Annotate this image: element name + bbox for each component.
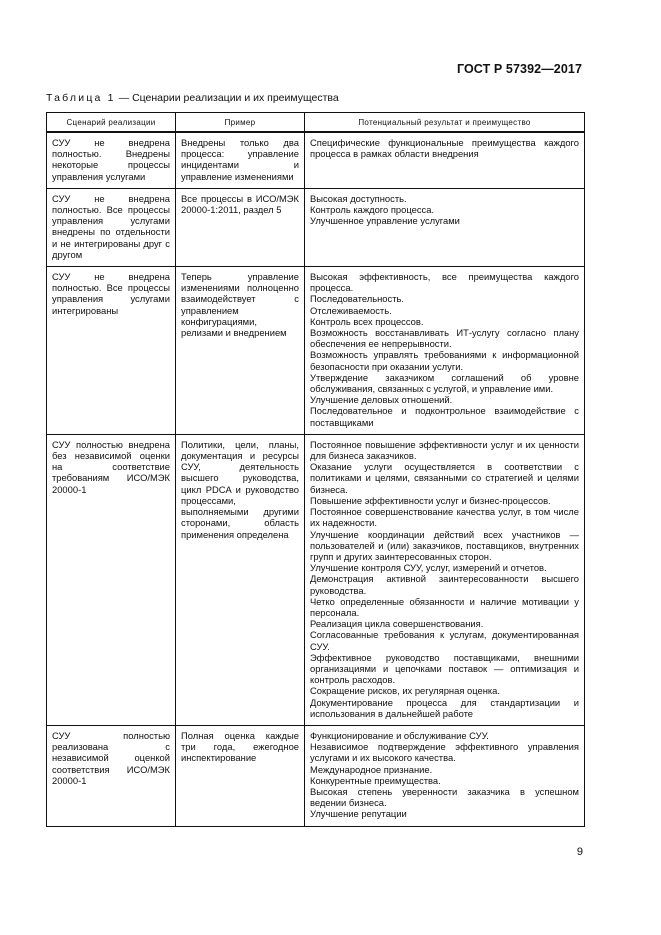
benefits-cell — [305, 434, 585, 725]
benefits-cell — [305, 267, 585, 435]
benefit-item: Согласованные требования к услугам, документированная СУУ. — [310, 629, 579, 652]
standard-code: ГОСТ Р 57392—2017 — [456, 62, 582, 76]
benefit-item: Оказание услуги осуществляется в соответствии с политиками и целями, связанными со стратегией и целями бизнеса. — [310, 461, 579, 495]
benefit-item: Документирование процесса для стандартизации и использования в дальнейшей работе — [310, 696, 579, 719]
benefit-item: Независимое подтверждение эффективного управления услугами и их высокого качества. — [310, 741, 579, 764]
table-caption-title: — Сценарии реализации и их преимущества — [115, 92, 339, 104]
example-cell: Внедрены только два процесса: управление инцидентами и управление изменениями — [176, 132, 305, 188]
table-header-row — [47, 113, 585, 133]
benefit-item: Утверждение заказчиком соглашений об уровне обслуживания, связанных с услугой, и управление ими. — [310, 371, 579, 395]
table-row — [47, 434, 585, 725]
benefits-cell — [305, 132, 585, 188]
benefit-item: Улучшение репутации — [310, 808, 407, 820]
benefit-item: Специфические функциональные преимущества каждого процесса в рамках области внедрения — [310, 137, 579, 160]
benefit-item: Возможность восстанавливать ИТ-услугу согласно плану обеспечения ее непрерывности. — [310, 327, 579, 350]
benefit-item: Последовательность. — [310, 293, 404, 305]
benefit-item: Улучшение деловых отношений. — [310, 394, 453, 406]
benefit-item: Четко определенные обязанности и наличие мотивации у персонала. — [310, 595, 579, 618]
benefit-item: Международное признание. — [310, 763, 433, 775]
column-header-scenario: Сценарий реализации — [47, 113, 176, 133]
table-row — [47, 188, 585, 266]
benefit-item: Повышение эффективности услуг и бизнес-процессов. — [310, 494, 551, 506]
scenario-cell: СУУ не внедрена полностью. Все процессы управления услугами интегрированы — [47, 267, 176, 435]
scenario-cell: СУУ не внедрена полностью. Все процессы управления услугами внедрены по отдельности и не интегрированы друг с другом — [47, 188, 176, 266]
benefit-item: Улучшение контроля СУУ, услуг, измерений и отчетов. — [310, 562, 547, 574]
benefit-item: Отслеживаемость. — [310, 304, 392, 316]
table-row — [47, 725, 585, 826]
scenario-cell: СУУ не внедрена полностью. Внедрены некоторые процессы управления услугами — [47, 132, 176, 188]
table-row — [47, 267, 585, 435]
benefit-item: Конкурентные преимущества. — [310, 774, 441, 786]
table-caption — [46, 92, 339, 104]
benefits-cell — [305, 188, 585, 266]
benefit-item: Улучшение координации действий всех участников — пользователей и (или) заказчиков, поставщиков, внутренних групп и других заинтересованных сторон. — [310, 528, 579, 562]
scenario-cell: СУУ полностью внедрена без независимой оценки на соответствие требованиям ИСО/МЭК 20000-1 — [47, 434, 176, 725]
benefit-item: Последовательное и подконтрольное взаимодействие с поставщиками — [310, 405, 579, 428]
page-number: 9 — [576, 846, 583, 858]
benefit-item: Высокая эффективность, все преимущества каждого процесса. — [310, 271, 579, 294]
benefit-item: Постоянное повышение эффективности услуг и их ценности для бизнеса заказчиков. — [310, 438, 579, 462]
scenario-cell: СУУ полностью реализована с независимой оценкой соответствия ИСО/МЭК 20000-1 — [47, 725, 176, 826]
benefit-item: Эффективное руководство поставщиками, внешними организациями и цепочками поставок — оптимизация и контроль расходов. — [310, 651, 579, 686]
example-cell: Политики, цели, планы, документация и ресурсы СУУ, деятельность высшего руководства, цикл PDCA и руководство процессами, выполняемыми другими сторонами, область применения определена — [176, 434, 305, 725]
benefit-item: Улучшенное управление услугами — [310, 215, 460, 227]
example-cell: Теперь управление изменениями полноценно взаимодействует с управлением конфигурациями, релизами и внедрением — [176, 267, 305, 435]
table-row — [47, 132, 585, 188]
table-caption-label: Таблица 1 — [46, 92, 116, 104]
benefit-item: Контроль каждого процесса. — [310, 204, 435, 216]
benefit-item: Контроль всех процессов. — [310, 315, 424, 327]
benefit-item: Высокая доступность. — [310, 192, 407, 204]
benefit-item: Демонстрация активной заинтересованности высшего руководства. — [310, 573, 579, 596]
benefit-item: Сокращение рисков, их регулярная оценка. — [310, 685, 501, 697]
benefit-item: Возможность управлять требованиями к информационной безопасности при оказании услуги. — [310, 349, 579, 372]
scenarios-table — [46, 112, 585, 827]
example-cell: Все процессы в ИСО/МЭК 20000-1:2011, раздел 5 — [176, 188, 305, 266]
benefits-cell — [305, 725, 585, 826]
column-header-benefits: Потенциальный результат и преимущество — [305, 113, 585, 133]
benefit-item: Высокая степень уверенности заказчика в успешном ведении бизнеса. — [310, 785, 579, 809]
column-header-example: Пример — [176, 113, 305, 133]
example-cell: Полная оценка каждые три года, ежегодное инспектирование — [176, 725, 305, 826]
benefit-item: Функционирование и обслуживание СУУ. — [310, 729, 489, 741]
benefit-item: Постоянное совершенствование качества услуг, в том числе их надежности. — [310, 506, 579, 529]
benefit-item: Реализация цикла совершенствования. — [310, 618, 484, 630]
